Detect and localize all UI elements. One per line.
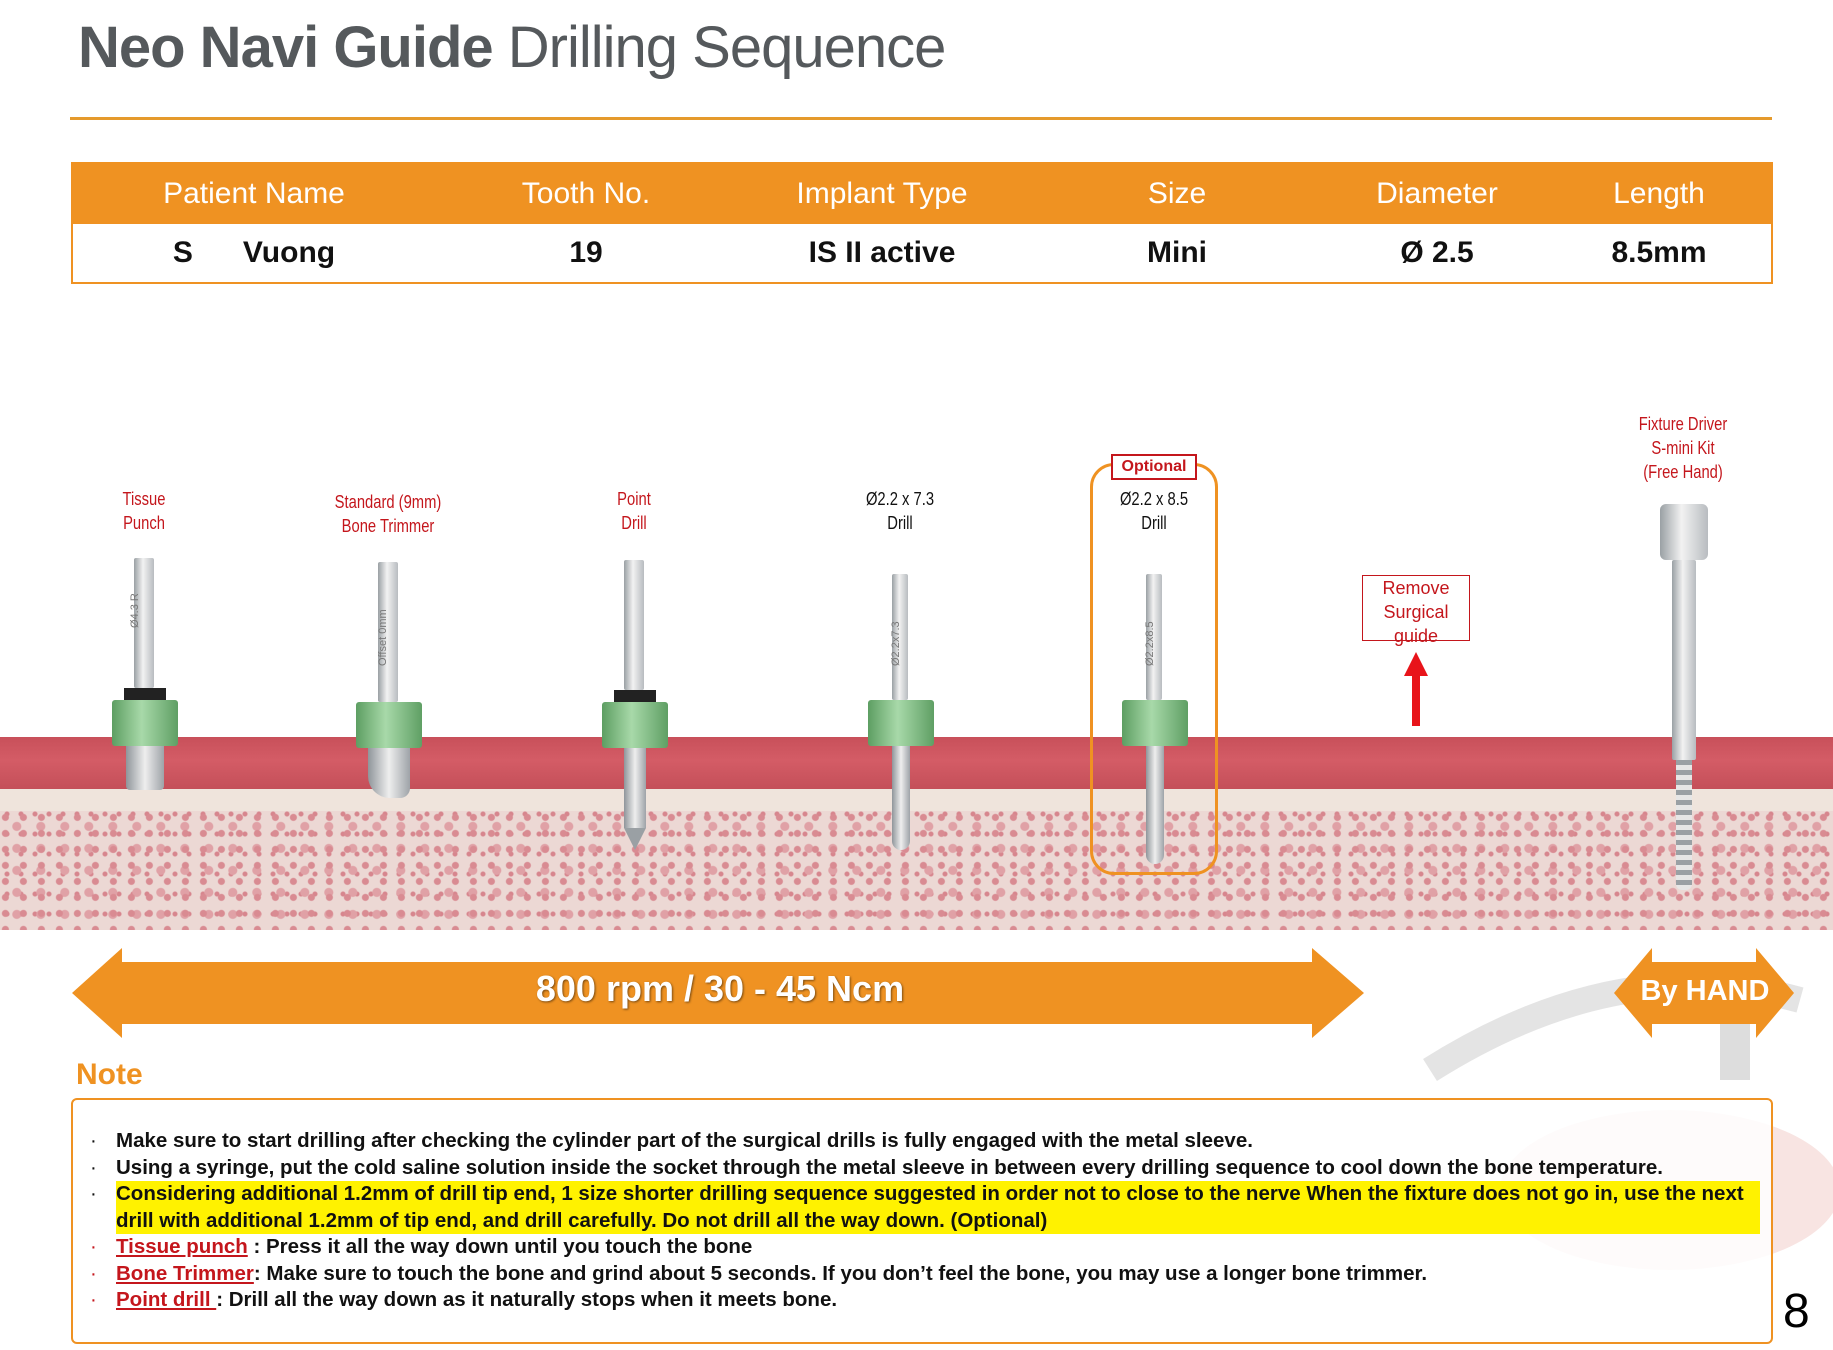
header-size: Size — [1147, 177, 1207, 210]
note-item — [90, 1155, 1760, 1182]
note-line — [116, 1261, 1427, 1288]
note-text: Make sure to start drilling after checking the cylinder part of the surgical drills is fully engaged with the metal sleeve. — [116, 1129, 1253, 1152]
label-drill-7-3: Ø2.2 x 7.3 Drill — [865, 489, 935, 533]
label-point-drill: Point Drill — [617, 489, 651, 533]
note-line — [116, 1287, 837, 1314]
value-implant-type: IS II active — [808, 236, 956, 269]
optional-tag: Optional — [1111, 454, 1197, 480]
note-text: : Make sure to touch the bone and grind about 5 seconds. If you don’t feel the bone, you may use a longer bone trimmer. — [253, 1261, 1428, 1285]
note-term: Bone Trimmer — [116, 1261, 254, 1285]
note-list — [90, 1128, 1760, 1314]
label-fixture-driver: Fixture Driver S-mini Kit (Free Hand) — [1638, 414, 1728, 482]
drill-7-3-marking: Ø2.2x7.3 — [890, 621, 902, 666]
drill-7-3-instrument — [868, 574, 934, 854]
bullet: · — [90, 1155, 97, 1179]
bullet: · — [90, 1129, 97, 1152]
bone-trimmer-instrument — [356, 562, 422, 802]
title-divider — [70, 117, 1772, 120]
header-length: Length — [1613, 177, 1705, 210]
header-patient-name: Patient Name — [163, 177, 345, 210]
value-tooth-no: 19 — [569, 236, 603, 269]
tissue-punch-instrument — [112, 558, 178, 790]
note-term: Point drill — [116, 1288, 217, 1311]
value-diameter: Ø 2.5 — [1400, 236, 1474, 269]
speed-text: 800 rpm / 30 - 45 Ncm — [535, 968, 905, 1009]
label-tissue-punch: Tissue Punch — [122, 489, 166, 533]
note-text: : Drill all the way down as it naturally stops when it meets bone. — [216, 1288, 838, 1311]
drill-8-5-marking: Ø2.2x8.5 — [1144, 621, 1156, 666]
patient-table — [71, 162, 1773, 284]
bullet: · — [90, 1261, 97, 1285]
value-length: 8.5mm — [1611, 236, 1707, 269]
remove-guide-box: Remove Surgical guide — [1362, 575, 1470, 641]
bullet: · — [90, 1288, 97, 1311]
title-bold: Neo Navi Guide — [78, 15, 493, 80]
note-term: Tissue punch — [116, 1235, 248, 1258]
bullet: · — [90, 1182, 97, 1205]
label-bone-trimmer: Standard (9mm) Bone Trimmer — [334, 492, 442, 536]
note-item — [90, 1261, 1760, 1288]
note-line — [116, 1234, 752, 1261]
header-tooth-no: Tooth No. — [521, 177, 651, 210]
by-hand-text: By HAND — [1640, 975, 1770, 1007]
tissue-punch-marking: Ø4.3 R — [129, 593, 141, 628]
bullet: · — [90, 1235, 97, 1258]
bone-trimmer-marking: Offset 0mm — [377, 609, 389, 666]
drill-8-5-instrument — [1122, 574, 1188, 868]
header-diameter: Diameter — [1376, 177, 1498, 210]
page-number: 8 — [1783, 1285, 1810, 1338]
up-arrow-icon — [1404, 652, 1428, 726]
table-header-row — [73, 164, 1771, 224]
note-text: Using a syringe, put the cold saline solution inside the socket through the metal sleeve in between every drilling sequence to cool down the bone temperature. — [116, 1155, 1663, 1179]
value-patient-name — [73, 224, 435, 282]
page-title — [78, 14, 945, 81]
note-item-highlighted — [90, 1181, 1760, 1234]
note-text: Considering additional 1.2mm of drill tip end, 1 size shorter drilling sequence suggested in order not to close to the nerve When the fixture does not go in, use the next drill with additional 1.2mm of tip end, and drill carefully. Do not drill all the way down. (Optional) — [116, 1181, 1760, 1234]
label-drill-8-5: Ø2.2 x 8.5 Drill — [1119, 489, 1189, 533]
note-item — [90, 1234, 1760, 1261]
fixture-driver-instrument — [1656, 504, 1712, 890]
header-implant-type: Implant Type — [796, 177, 968, 210]
patient-last: Vuong — [242, 236, 336, 269]
note-text: : Press it all the way down until you touch the bone — [247, 1235, 753, 1258]
note-item — [90, 1287, 1760, 1314]
title-light: Drilling Sequence — [507, 15, 946, 80]
point-drill-instrument — [602, 560, 668, 850]
note-item — [90, 1128, 1760, 1155]
value-size: Mini — [1147, 236, 1207, 269]
table-value-row — [73, 224, 1771, 282]
note-heading: Note — [76, 1058, 143, 1091]
patient-first: S — [172, 236, 193, 269]
